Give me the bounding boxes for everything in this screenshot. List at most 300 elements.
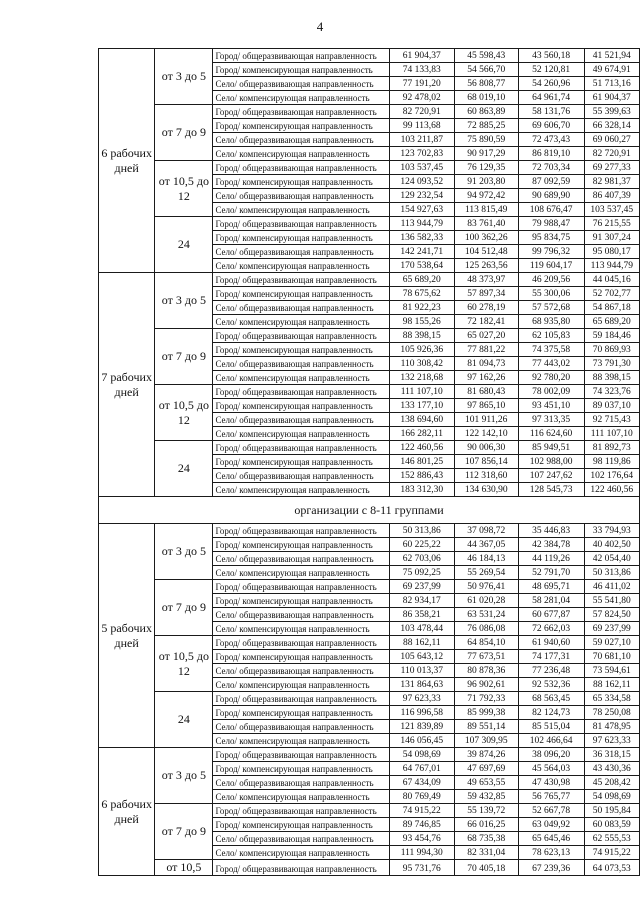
value-cell: 68 735,38 — [454, 832, 518, 846]
value-cell: 43 430,36 — [584, 762, 639, 776]
row-description: Город/ компенсирующая направленность — [213, 63, 389, 77]
row-description: Село/ компенсирующая направленность — [213, 622, 389, 636]
row-description: Город/ общеразвивающая направленность — [213, 636, 389, 650]
value-cell: 154 927,63 — [389, 203, 454, 217]
value-cell: 76 129,35 — [454, 161, 518, 175]
hours-range-cell: от 7 до 9 — [155, 804, 213, 860]
value-cell: 88 162,11 — [584, 678, 639, 692]
value-cell: 93 451,10 — [518, 399, 584, 413]
value-cell: 38 096,20 — [518, 748, 584, 762]
row-description: Город/ общеразвивающая направленность — [213, 385, 389, 399]
value-cell: 73 594,61 — [584, 664, 639, 678]
value-cell: 136 582,33 — [389, 231, 454, 245]
value-cell: 129 232,54 — [389, 189, 454, 203]
value-cell: 64 961,74 — [518, 91, 584, 105]
value-cell: 96 902,61 — [454, 678, 518, 692]
value-cell: 76 086,08 — [454, 622, 518, 636]
hours-range-cell: от 10,5 до 12 — [155, 385, 213, 441]
value-cell: 80 878,36 — [454, 664, 518, 678]
hours-range-cell: 24 — [155, 441, 213, 497]
value-cell: 99 113,68 — [389, 119, 454, 133]
row-description: Село/ компенсирующая направленность — [213, 790, 389, 804]
table-row — [99, 49, 640, 63]
value-cell: 92 780,20 — [518, 371, 584, 385]
row-description: Город/ компенсирующая направленность — [213, 119, 389, 133]
row-description: Город/ компенсирующая направленность — [213, 455, 389, 469]
value-cell: 101 911,26 — [454, 413, 518, 427]
row-description: Село/ общеразвивающая направленность — [213, 664, 389, 678]
value-cell: 103 537,45 — [584, 203, 639, 217]
value-cell: 92 532,36 — [518, 678, 584, 692]
row-description: Село/ общеразвивающая направленность — [213, 357, 389, 371]
value-cell: 107 856,14 — [454, 455, 518, 469]
working-days-cell: 7 рабочих дней — [99, 273, 155, 497]
value-cell: 122 460,56 — [389, 441, 454, 455]
value-cell: 82 124,73 — [518, 706, 584, 720]
value-cell: 74 133,83 — [389, 63, 454, 77]
value-cell: 113 944,79 — [584, 259, 639, 273]
row-description: Село/ компенсирующая направленность — [213, 91, 389, 105]
value-cell: 111 107,10 — [389, 385, 454, 399]
value-cell: 88 398,15 — [584, 371, 639, 385]
row-description: Село/ компенсирующая направленность — [213, 566, 389, 580]
value-cell: 111 107,10 — [584, 427, 639, 441]
value-cell: 89 037,10 — [584, 399, 639, 413]
value-cell: 78 675,62 — [389, 287, 454, 301]
value-cell: 54 098,69 — [389, 748, 454, 762]
value-cell: 72 182,41 — [454, 315, 518, 329]
value-cell: 70 681,10 — [584, 650, 639, 664]
value-cell: 98 155,26 — [389, 315, 454, 329]
value-cell: 92 715,43 — [584, 413, 639, 427]
value-cell: 63 049,92 — [518, 818, 584, 832]
value-cell: 46 209,56 — [518, 273, 584, 287]
value-cell: 68 563,45 — [518, 692, 584, 706]
value-cell: 91 203,80 — [454, 175, 518, 189]
table-section-upper — [99, 49, 640, 497]
value-cell: 61 940,60 — [518, 636, 584, 650]
value-cell: 39 874,26 — [454, 748, 518, 762]
value-cell: 46 184,13 — [454, 552, 518, 566]
value-cell: 83 761,40 — [454, 217, 518, 231]
value-cell: 121 839,89 — [389, 720, 454, 734]
value-cell: 82 331,04 — [454, 846, 518, 860]
row-description: Село/ компенсирующая направленность — [213, 147, 389, 161]
value-cell: 52 667,78 — [518, 804, 584, 818]
value-cell: 58 281,04 — [518, 594, 584, 608]
value-cell: 79 988,47 — [518, 217, 584, 231]
value-cell: 59 027,10 — [584, 636, 639, 650]
value-cell: 72 662,03 — [518, 622, 584, 636]
value-cell: 55 399,63 — [584, 105, 639, 119]
value-cell: 35 446,83 — [518, 524, 584, 538]
row-description: Село/ компенсирующая направленность — [213, 203, 389, 217]
value-cell: 89 551,14 — [454, 720, 518, 734]
value-cell: 113 944,79 — [389, 217, 454, 231]
value-cell: 103 211,87 — [389, 133, 454, 147]
row-description: Село/ общеразвивающая направленность — [213, 832, 389, 846]
value-cell: 50 313,86 — [584, 566, 639, 580]
row-description: Город/ компенсирующая направленность — [213, 287, 389, 301]
hours-range-cell: от 3 до 5 — [155, 49, 213, 105]
tariff-table — [98, 48, 640, 876]
value-cell: 116 624,60 — [518, 427, 584, 441]
value-cell: 77 443,02 — [518, 357, 584, 371]
row-description: Город/ компенсирующая направленность — [213, 343, 389, 357]
table-row — [99, 105, 640, 119]
value-cell: 55 541,80 — [584, 594, 639, 608]
value-cell: 70 869,93 — [584, 343, 639, 357]
value-cell: 122 142,10 — [454, 427, 518, 441]
value-cell: 99 796,32 — [518, 245, 584, 259]
row-description: Село/ компенсирующая направленность — [213, 315, 389, 329]
value-cell: 77 673,51 — [454, 650, 518, 664]
value-cell: 52 702,77 — [584, 287, 639, 301]
value-cell: 92 478,02 — [389, 91, 454, 105]
hours-range-cell: от 7 до 9 — [155, 329, 213, 385]
row-description: Село/ общеразвивающая направленность — [213, 245, 389, 259]
value-cell: 103 537,45 — [389, 161, 454, 175]
value-cell: 48 373,97 — [454, 273, 518, 287]
value-cell: 46 411,02 — [584, 580, 639, 594]
value-cell: 44 045,16 — [584, 273, 639, 287]
row-description: Город/ компенсирующая направленность — [213, 818, 389, 832]
value-cell: 88 398,15 — [389, 329, 454, 343]
value-cell: 95 080,17 — [584, 245, 639, 259]
value-cell: 50 313,86 — [389, 524, 454, 538]
table-row — [99, 273, 640, 287]
value-cell: 72 703,34 — [518, 161, 584, 175]
value-cell: 116 996,58 — [389, 706, 454, 720]
value-cell: 102 176,64 — [584, 469, 639, 483]
value-cell: 60 083,59 — [584, 818, 639, 832]
value-cell: 59 184,46 — [584, 329, 639, 343]
value-cell: 33 794,93 — [584, 524, 639, 538]
row-description: Город/ компенсирующая направленность — [213, 594, 389, 608]
value-cell: 80 769,49 — [389, 790, 454, 804]
value-cell: 57 572,68 — [518, 301, 584, 315]
row-description: Город/ общеразвивающая направленность — [213, 217, 389, 231]
row-description: Город/ общеразвивающая направленность — [213, 692, 389, 706]
value-cell: 56 765,77 — [518, 790, 584, 804]
value-cell: 42 054,40 — [584, 552, 639, 566]
value-cell: 86 407,39 — [584, 189, 639, 203]
value-cell: 65 334,58 — [584, 692, 639, 706]
table-section-lower — [99, 524, 640, 876]
value-cell: 125 263,56 — [454, 259, 518, 273]
value-cell: 59 432,85 — [454, 790, 518, 804]
value-cell: 36 318,15 — [584, 748, 639, 762]
value-cell: 69 237,99 — [584, 622, 639, 636]
value-cell: 49 674,91 — [584, 63, 639, 77]
row-description: Город/ компенсирующая направленность — [213, 231, 389, 245]
hours-range-cell: от 10,5 до 12 — [155, 161, 213, 217]
value-cell: 146 056,45 — [389, 734, 454, 748]
value-cell: 69 237,99 — [389, 580, 454, 594]
value-cell: 55 139,72 — [454, 804, 518, 818]
value-cell: 60 863,89 — [454, 105, 518, 119]
row-description: Город/ общеразвивающая направленность — [213, 441, 389, 455]
value-cell: 97 162,26 — [454, 371, 518, 385]
value-cell: 63 531,24 — [454, 608, 518, 622]
value-cell: 64 073,53 — [584, 860, 639, 876]
row-description: Город/ общеразвивающая направленность — [213, 273, 389, 287]
table-row — [99, 385, 640, 399]
value-cell: 55 269,54 — [454, 566, 518, 580]
value-cell: 61 904,37 — [584, 91, 639, 105]
value-cell: 86 819,10 — [518, 147, 584, 161]
value-cell: 91 307,24 — [584, 231, 639, 245]
row-description: Село/ общеразвивающая направленность — [213, 133, 389, 147]
page-number: 4 — [316, 19, 324, 34]
value-cell: 67 434,09 — [389, 776, 454, 790]
value-cell: 64 767,01 — [389, 762, 454, 776]
row-description: Село/ компенсирующая направленность — [213, 371, 389, 385]
value-cell: 90 006,30 — [454, 441, 518, 455]
hours-range-cell: от 10,5 — [155, 860, 213, 876]
value-cell: 51 713,16 — [584, 77, 639, 91]
table-row — [99, 804, 640, 818]
value-cell: 69 060,27 — [584, 133, 639, 147]
row-description: Село/ общеразвивающая направленность — [213, 189, 389, 203]
row-description: Город/ общеразвивающая направленность — [213, 49, 389, 63]
value-cell: 57 897,34 — [454, 287, 518, 301]
value-cell: 132 218,68 — [389, 371, 454, 385]
value-cell: 71 792,33 — [454, 692, 518, 706]
value-cell: 81 680,43 — [454, 385, 518, 399]
value-cell: 85 949,51 — [518, 441, 584, 455]
value-cell: 82 934,17 — [389, 594, 454, 608]
value-cell: 85 999,38 — [454, 706, 518, 720]
value-cell: 166 282,11 — [389, 427, 454, 441]
table-row — [99, 217, 640, 231]
value-cell: 104 512,48 — [454, 245, 518, 259]
value-cell: 95 834,75 — [518, 231, 584, 245]
value-cell: 62 555,53 — [584, 832, 639, 846]
value-cell: 70 405,18 — [454, 860, 518, 876]
value-cell: 97 623,33 — [389, 692, 454, 706]
row-description: Село/ компенсирующая направленность — [213, 427, 389, 441]
row-description: Село/ общеразвивающая направленность — [213, 301, 389, 315]
value-cell: 119 604,17 — [518, 259, 584, 273]
hours-range-cell: от 3 до 5 — [155, 273, 213, 329]
value-cell: 183 312,30 — [389, 483, 454, 497]
value-cell: 72 885,25 — [454, 119, 518, 133]
row-description: Город/ общеразвивающая направленность — [213, 329, 389, 343]
hours-range-cell: от 3 до 5 — [155, 524, 213, 580]
value-cell: 133 177,10 — [389, 399, 454, 413]
value-cell: 49 653,55 — [454, 776, 518, 790]
value-cell: 82 720,91 — [584, 147, 639, 161]
value-cell: 52 120,81 — [518, 63, 584, 77]
hours-range-cell: от 7 до 9 — [155, 580, 213, 636]
value-cell: 100 362,26 — [454, 231, 518, 245]
value-cell: 81 892,73 — [584, 441, 639, 455]
working-days-cell: 6 рабочих дней — [99, 49, 155, 273]
value-cell: 97 865,10 — [454, 399, 518, 413]
value-cell: 98 119,86 — [584, 455, 639, 469]
value-cell: 72 473,43 — [518, 133, 584, 147]
value-cell: 54 867,18 — [584, 301, 639, 315]
value-cell: 170 538,64 — [389, 259, 454, 273]
value-cell: 52 791,70 — [518, 566, 584, 580]
row-description: Город/ компенсирующая направленность — [213, 175, 389, 189]
value-cell: 111 994,30 — [389, 846, 454, 860]
value-cell: 44 119,26 — [518, 552, 584, 566]
value-cell: 69 277,33 — [584, 161, 639, 175]
value-cell: 56 808,77 — [454, 77, 518, 91]
value-cell: 90 689,90 — [518, 189, 584, 203]
value-cell: 47 430,98 — [518, 776, 584, 790]
value-cell: 81 478,95 — [584, 720, 639, 734]
hours-range-cell: от 7 до 9 — [155, 105, 213, 161]
value-cell: 122 460,56 — [584, 483, 639, 497]
value-cell: 102 466,64 — [518, 734, 584, 748]
value-cell: 88 162,11 — [389, 636, 454, 650]
value-cell: 65 689,20 — [584, 315, 639, 329]
value-cell: 60 278,19 — [454, 301, 518, 315]
row-description: Село/ компенсирующая направленность — [213, 259, 389, 273]
table-row — [99, 329, 640, 343]
hours-range-cell: 24 — [155, 217, 213, 273]
value-cell: 103 478,44 — [389, 622, 454, 636]
value-cell: 45 598,43 — [454, 49, 518, 63]
table-row — [99, 441, 640, 455]
value-cell: 55 300,06 — [518, 287, 584, 301]
row-description: Село/ компенсирующая направленность — [213, 483, 389, 497]
value-cell: 77 236,48 — [518, 664, 584, 678]
value-cell: 146 801,25 — [389, 455, 454, 469]
value-cell: 87 092,59 — [518, 175, 584, 189]
value-cell: 124 093,52 — [389, 175, 454, 189]
value-cell: 86 358,21 — [389, 608, 454, 622]
row-description: Село/ общеразвивающая направленность — [213, 469, 389, 483]
value-cell: 68 935,80 — [518, 315, 584, 329]
value-cell: 134 630,90 — [454, 483, 518, 497]
table-row — [99, 636, 640, 650]
value-cell: 77 191,20 — [389, 77, 454, 91]
working-days-cell: 5 рабочих дней — [99, 524, 155, 748]
table-row — [99, 692, 640, 706]
value-cell: 110 308,42 — [389, 357, 454, 371]
value-cell: 81 094,73 — [454, 357, 518, 371]
row-description: Село/ общеразвивающая направленность — [213, 720, 389, 734]
value-cell: 54 260,96 — [518, 77, 584, 91]
value-cell: 123 702,83 — [389, 147, 454, 161]
row-description: Город/ компенсирующая направленность — [213, 650, 389, 664]
value-cell: 85 515,04 — [518, 720, 584, 734]
value-cell: 61 020,28 — [454, 594, 518, 608]
value-cell: 74 323,76 — [584, 385, 639, 399]
value-cell: 37 098,72 — [454, 524, 518, 538]
value-cell: 113 815,49 — [454, 203, 518, 217]
table-section-heading — [99, 497, 640, 524]
value-cell: 54 566,70 — [454, 63, 518, 77]
row-description: Город/ компенсирующая направленность — [213, 762, 389, 776]
value-cell: 54 098,69 — [584, 790, 639, 804]
row-description: Город/ общеразвивающая направленность — [213, 161, 389, 175]
value-cell: 41 521,94 — [584, 49, 639, 63]
row-description: Город/ компенсирующая направленность — [213, 538, 389, 552]
value-cell: 62 703,06 — [389, 552, 454, 566]
value-cell: 65 645,46 — [518, 832, 584, 846]
hours-range-cell: 24 — [155, 692, 213, 748]
value-cell: 61 904,37 — [389, 49, 454, 63]
row-description: Город/ общеразвивающая направленность — [213, 105, 389, 119]
row-description: Село/ общеразвивающая направленность — [213, 413, 389, 427]
group-heading: организации с 8-11 группами — [99, 497, 640, 524]
value-cell: 97 313,35 — [518, 413, 584, 427]
row-description: Город/ компенсирующая направленность — [213, 706, 389, 720]
value-cell: 66 328,14 — [584, 119, 639, 133]
value-cell: 107 247,62 — [518, 469, 584, 483]
row-description: Село/ общеразвивающая направленность — [213, 552, 389, 566]
value-cell: 74 375,58 — [518, 343, 584, 357]
row-description: Село/ компенсирующая направленность — [213, 734, 389, 748]
value-cell: 43 560,18 — [518, 49, 584, 63]
value-cell: 107 309,95 — [454, 734, 518, 748]
value-cell: 93 454,76 — [389, 832, 454, 846]
row-description: Село/ общеразвивающая направленность — [213, 608, 389, 622]
row-description: Село/ компенсирующая направленность — [213, 846, 389, 860]
value-cell: 76 215,55 — [584, 217, 639, 231]
row-description: Город/ общеразвивающая направленность — [213, 860, 389, 876]
value-cell: 90 917,29 — [454, 147, 518, 161]
value-cell: 62 105,83 — [518, 329, 584, 343]
value-cell: 60 225,22 — [389, 538, 454, 552]
value-cell: 50 976,41 — [454, 580, 518, 594]
value-cell: 65 027,20 — [454, 329, 518, 343]
hours-range-cell: от 10,5 до 12 — [155, 636, 213, 692]
value-cell: 58 131,76 — [518, 105, 584, 119]
value-cell: 78 002,09 — [518, 385, 584, 399]
hours-range-cell: от 3 до 5 — [155, 748, 213, 804]
value-cell: 44 367,05 — [454, 538, 518, 552]
row-description: Село/ общеразвивающая направленность — [213, 776, 389, 790]
value-cell: 57 824,50 — [584, 608, 639, 622]
value-cell: 78 623,13 — [518, 846, 584, 860]
table-row — [99, 860, 640, 876]
table-row — [99, 161, 640, 175]
row-description: Город/ общеразвивающая направленность — [213, 580, 389, 594]
value-cell: 45 564,03 — [518, 762, 584, 776]
value-cell: 142 241,71 — [389, 245, 454, 259]
value-cell: 64 854,10 — [454, 636, 518, 650]
value-cell: 77 881,22 — [454, 343, 518, 357]
value-cell: 102 988,00 — [518, 455, 584, 469]
value-cell: 74 915,22 — [584, 846, 639, 860]
value-cell: 78 250,08 — [584, 706, 639, 720]
value-cell: 82 720,91 — [389, 105, 454, 119]
table-row — [99, 524, 640, 538]
value-cell: 112 318,60 — [454, 469, 518, 483]
value-cell: 68 019,10 — [454, 91, 518, 105]
table-row — [99, 748, 640, 762]
value-cell: 152 886,43 — [389, 469, 454, 483]
value-cell: 110 013,37 — [389, 664, 454, 678]
working-days-cell: 6 рабочих дней — [99, 748, 155, 876]
value-cell: 48 695,71 — [518, 580, 584, 594]
value-cell: 65 689,20 — [389, 273, 454, 287]
value-cell: 40 402,50 — [584, 538, 639, 552]
value-cell: 50 195,84 — [584, 804, 639, 818]
row-description: Село/ общеразвивающая направленность — [213, 77, 389, 91]
value-cell: 95 731,76 — [389, 860, 454, 876]
value-cell: 69 606,70 — [518, 119, 584, 133]
value-cell: 138 694,60 — [389, 413, 454, 427]
row-description: Село/ компенсирующая направленность — [213, 678, 389, 692]
table-row — [99, 580, 640, 594]
